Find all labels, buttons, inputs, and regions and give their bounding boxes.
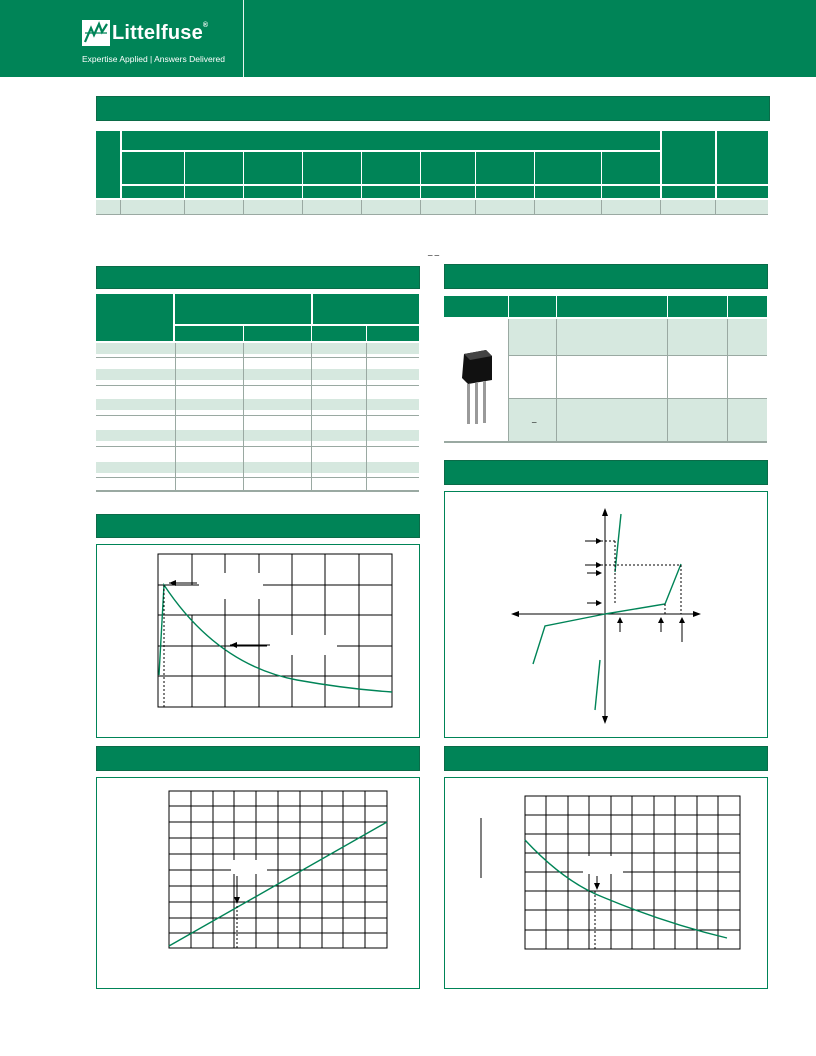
graph-title-bar-4: [444, 746, 768, 771]
graph-panel-3: [96, 777, 420, 989]
header-divider: [243, 0, 244, 77]
graph-title-bar-2: [444, 460, 768, 485]
section-title-bar: [96, 96, 770, 121]
table-row: [96, 462, 419, 473]
to92-package-icon: [458, 346, 496, 428]
table-row: [96, 430, 419, 441]
linear-graph: [97, 778, 419, 988]
ratings-table: [96, 294, 419, 494]
table-row: [508, 319, 767, 355]
table-row: [96, 200, 768, 214]
dash-mark: _: [532, 414, 537, 423]
table-row: [96, 369, 419, 380]
vi-characteristic-graph: [445, 492, 767, 737]
table-row: [508, 399, 767, 441]
table-row: [96, 343, 419, 354]
graph-panel-4: [444, 777, 768, 989]
package-table: [444, 296, 767, 444]
graph-panel-2: [444, 491, 768, 738]
brand-name: Littelfuse®: [112, 22, 209, 44]
package-title-bar: [444, 264, 768, 289]
surge-decay-graph: [97, 545, 419, 737]
temperature-graph: [445, 778, 767, 988]
brand-tagline: Expertise Applied | Answers Delivered: [82, 54, 226, 64]
ratings-title-bar: [96, 266, 420, 289]
underline-marks: _ _: [428, 247, 440, 256]
graph-panel-1: [96, 544, 420, 738]
table-row: [96, 399, 419, 410]
littelfuse-logo-icon: [82, 20, 110, 46]
electrical-table: [96, 131, 768, 216]
graph-title-bar-1: [96, 514, 420, 538]
graph-title-bar-3: [96, 746, 420, 771]
